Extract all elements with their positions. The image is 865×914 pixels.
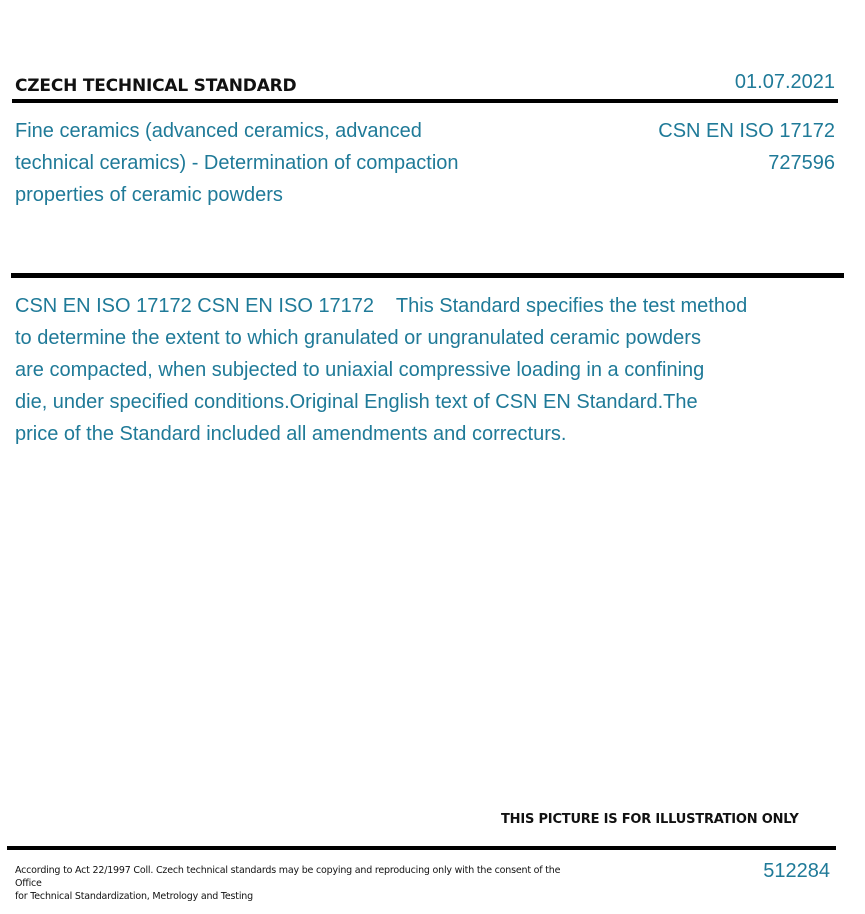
description-line: CSN EN ISO 17172 CSN EN ISO 17172 This Standard specifies the test method [15,295,748,317]
header-divider [12,99,838,103]
illustration-disclaimer: THIS PICTURE IS FOR ILLUSTRATION ONLY [501,812,799,827]
standard-description [15,290,815,450]
standard-code: CSN EN ISO 17172 [658,120,835,142]
description-line: die, under specified conditions.Original English text of CSN EN Standard.The [15,391,698,413]
standard-title [15,115,515,211]
footer-divider [7,846,836,850]
footer-number: 512284 [763,860,830,882]
legal-line: According to Act 22/1997 Coll. Czech technical standards may be copying and reproducing only with the consent of the Office [15,865,561,889]
legal-notice [15,864,585,903]
section-divider [11,273,844,278]
standard-identifiers [658,115,835,179]
title-line: properties of ceramic powders [15,184,283,206]
title-line: technical ceramics) - Determination of compaction [15,152,459,174]
document-type-label: CZECH TECHNICAL STANDARD [15,76,297,96]
catalog-number: 727596 [768,152,835,174]
description-line: to determine the extent to which granulated or ungranulated ceramic powders [15,327,701,349]
description-line: are compacted, when subjected to uniaxial compressive loading in a confining [15,359,705,381]
description-line: price of the Standard included all amendments and correcturs. [15,423,567,445]
publication-date: 01.07.2021 [734,71,835,93]
title-line: Fine ceramics (advanced ceramics, advanced [15,120,422,142]
legal-line: for Technical Standardization, Metrology and Testing [15,891,253,902]
